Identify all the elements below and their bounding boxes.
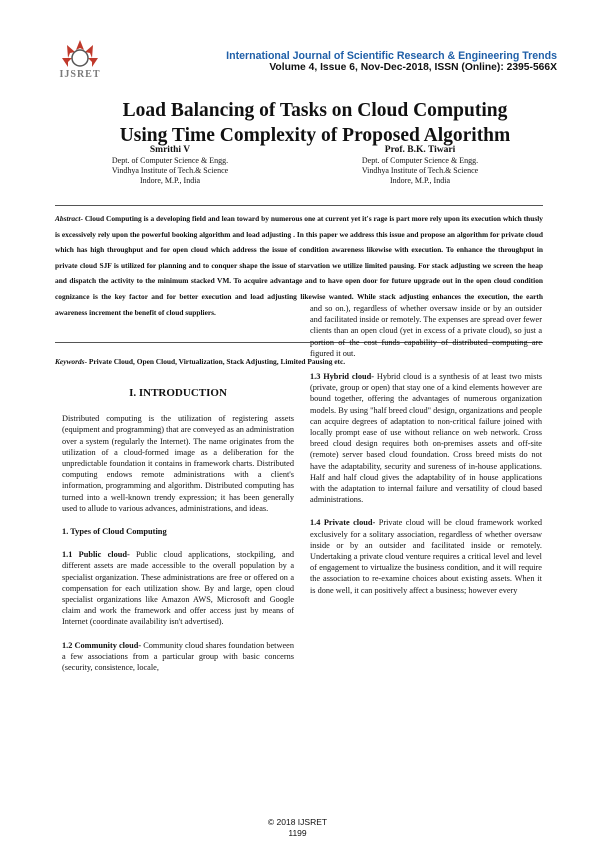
abstract-top-rule (55, 205, 543, 206)
author-name: Smrithi V (149, 145, 191, 155)
title-line-1: Load Balancing of Tasks on Cloud Computing (122, 100, 508, 121)
author-block (70, 144, 270, 186)
logo-text: IJSRET (59, 69, 101, 80)
journal-logo (55, 36, 105, 82)
community-cloud-text: Community cloud shares foundation between a few associations from a particular group with basic concerns (security, consistence, locale, (62, 640, 294, 673)
private-cloud-paragraph (310, 517, 542, 595)
author-location: Indore, M.P., India (140, 176, 200, 185)
page-number: 1199 (288, 828, 307, 838)
private-cloud-label: 1.4 Private cloud- (310, 518, 376, 528)
section-heading: I. INTRODUCTION (129, 387, 227, 399)
community-cloud-label: 1.2 Community cloud- (62, 640, 142, 650)
community-cloud-paragraph (62, 640, 294, 674)
community-cloud-continued: and so on.), regardless of whether oversaw inside or by an outsider and facilitated inside or remotely. The expenses are spread over fewer clients than an open cloud (yet in excess of a private cloud), so just a portion of the cost funds capability of distributed computing are figured it out. (310, 304, 542, 358)
keywords-label: Keywords- (55, 357, 88, 366)
copyright: © 2018 IJSRET (267, 817, 328, 827)
hybrid-cloud-label: 1.3 Hybrid cloud- (310, 372, 374, 382)
author-name: Prof. B.K. Tiwari (384, 145, 456, 155)
author-location: Indore, M.P., India (390, 176, 450, 185)
hybrid-cloud-paragraph (310, 371, 542, 505)
journal-header (195, 50, 557, 74)
author-dept: Dept. of Computer Science & Engg. (361, 156, 479, 165)
keywords-text: Private Cloud, Open Cloud, Virtualization, Stack Adjusting, Limited Pausing etc. (87, 357, 346, 366)
journal-name: International Journal of Scientific Research & Engineering Trends (226, 50, 557, 62)
volume-info: Volume 4, Issue 6, Nov-Dec-2018, ISSN (Online): 2395-566X (269, 62, 557, 73)
author-institute: Vindhya Institute of Tech.& Science (361, 166, 479, 175)
paper-title (70, 98, 560, 148)
intro-paragraph: Distributed computing is the utilization of registering assets (equipment and programming) that are conveyed as an administration over a system (regularly the Internet). The name originates from the utilization of a cloud-formed image as a deliberation for the unpredictable foundation it contains in framework charts. Distributed computing endows remote administrations with a client's information, programming and algorithm. Distributed computing has turned into a well-known trendy expression; it has been generally used to allude to various advances, administrations, and ideas. (62, 414, 294, 513)
right-column (310, 303, 542, 608)
left-column (62, 384, 294, 685)
public-cloud-text: Public cloud applications, stockpiling, and different assets are made accessible to the overall population by a specialist organization. These administrations are free or offered on a compensation for each utilization show. By and large, open cloud specialist organizations like Amazon AWS, Microsoft and Google claim and work the framework and offer access just by means of Internet (coordinate availability isn't advertised). (62, 550, 294, 627)
subsection-heading: 1. Types of Cloud Computing (62, 527, 167, 537)
page-footer (0, 817, 595, 839)
author-block (320, 144, 520, 186)
author-institute: Vindhya Institute of Tech.& Science (111, 166, 229, 175)
abstract-text: Cloud Computing is a developing field and lean toward by numerous one at current yet it's rage is part more rely upon its execution which thusly is excessively rely upon the powerful booking algorithm and load adjusting . In this paper we address this issue and propose an algorithm for private cloud which has high throughput and for open cloud which address the issue of condition awareness likewise with execution. To enhance the throughput in private cloud SJF is utilized for planning and to conquer shape the issue of starvation we utilize limited pausing. For stack adjusting we screen the heap and dispatch the activity to the minimum stacked VM. To acquire advantage and to have open door for future upgrade out in the open cloud condition cognizance is the key factor and for better execution and load adjusting likewise wanted. While stack adjusting enhances the execution, the earth awareness increment the benefit of cloud suppliers. (55, 214, 543, 317)
author-dept: Dept. of Computer Science & Engg. (111, 156, 229, 165)
private-cloud-text: Private cloud will be cloud framework worked exclusively for a solitary association, regardless of whether oversaw inside or by an outsider and facilitated inside or remotely. Undertaking a private cloud venture requires a critical level and level of engagement to virtualize the business condition, and it will require the association to re-examine choices about existing assets. When it is done well, it can positively affect a business; however every (310, 518, 543, 595)
public-cloud-paragraph (62, 549, 294, 627)
public-cloud-label: 1.1 Public cloud- (62, 550, 130, 560)
abstract-label: Abstract- (55, 214, 83, 223)
title-line-2: Using Time Complexity of Proposed Algorithm (119, 125, 511, 146)
hybrid-cloud-text: Hybrid cloud is a synthesis of at least two mists (private, group or open) that stay one of a kind elements however are bound together, offering the advantages of numerous organization models. By using "half breed cloud" design, organizations and people can acquire degrees of adaptation to non-critical failure joined with locally prompt ease of use without reliance on web network. Cross breed cloud design requires both on-premises assets and off-site (remote) server based cloud foundation. Cross breed mists do not have the adaptability, security and sureness of in-house applications. Half and half cloud gives the adaptability of in house applications with the adaptation to internal failure and versatility of cloud based administrations. (310, 372, 542, 505)
